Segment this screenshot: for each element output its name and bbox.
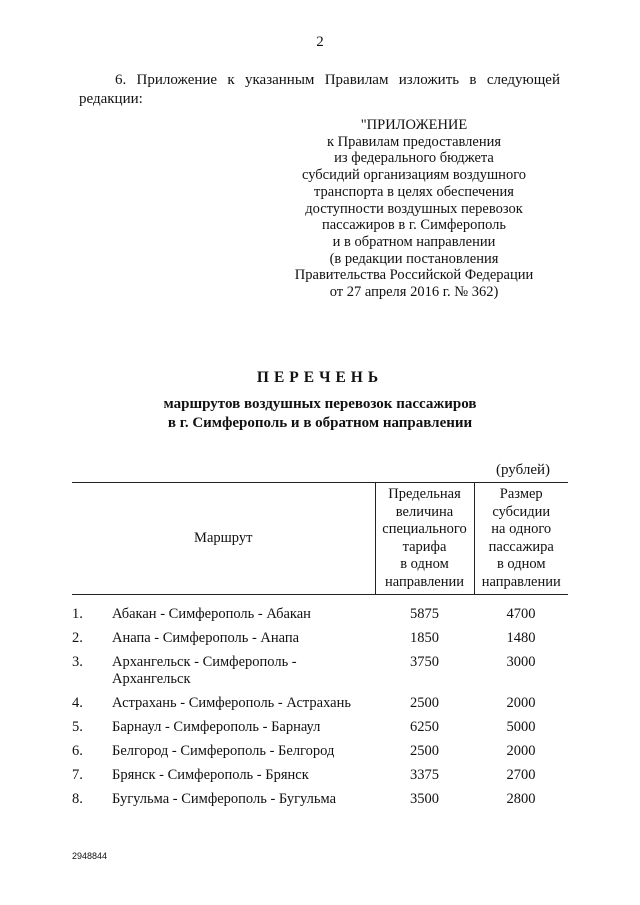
header-subsidy-line: пассажира <box>488 538 554 555</box>
row-route: Архангельск - Симферополь - Архангельск <box>112 654 297 687</box>
header-tariff <box>375 483 474 595</box>
table-row <box>72 602 568 626</box>
row-tariff: 2500 <box>410 743 439 759</box>
row-route: Барнаул - Симферополь - Барнаул <box>112 719 321 735</box>
appendix-line: "ПРИЛОЖЕНИЕ <box>360 117 468 133</box>
row-subsidy: 2700 <box>506 767 536 783</box>
table-row <box>72 763 568 787</box>
row-route: Белгород - Симферополь - Белгород <box>112 743 335 759</box>
table-row <box>72 650 568 691</box>
row-index: 4. <box>72 695 83 711</box>
document-subtitle <box>0 395 640 433</box>
row-route: Астрахань - Симферополь - Астрахань <box>112 695 351 711</box>
appendix-line: пассажиров в г. Симферополь <box>321 217 507 234</box>
document-title: ПЕРЕЧЕНЬ <box>256 369 384 386</box>
row-tariff: 3750 <box>410 654 439 670</box>
row-index: 2. <box>72 630 83 646</box>
header-subsidy-line: направлении <box>481 573 561 590</box>
appendix-line: субсидий организациям воздушного <box>301 167 527 184</box>
intro-paragraph-line1: 6. Приложение к указанным Правилам изложить в следующей <box>115 72 560 88</box>
row-index: 3. <box>72 654 83 670</box>
header-tariff-line: Предельная <box>388 486 461 502</box>
row-subsidy: 2000 <box>506 743 536 759</box>
header-subsidy-line: субсидии <box>492 503 551 520</box>
appendix-line: и в обратном направлении <box>332 233 496 250</box>
header-tariff-line: величина <box>395 503 454 520</box>
row-route: Абакан - Симферополь - Абакан <box>112 606 311 622</box>
routes-table <box>72 482 568 811</box>
row-route: Брянск - Симферополь - Брянск <box>112 767 309 783</box>
appendix-line: транспорта в целях обеспечения <box>314 183 514 200</box>
row-subsidy: 2800 <box>506 791 536 807</box>
row-subsidy: 1480 <box>506 630 536 646</box>
appendix-line: Правительства Российской Федерации <box>294 267 534 284</box>
header-tariff-line: специального <box>382 521 467 537</box>
document-id: 2948844 <box>72 851 108 861</box>
row-route: Бугульма - Симферополь - Бугульма <box>112 791 337 807</box>
header-route: Маршрут <box>194 529 253 546</box>
appendix-line: от 27 апреля 2016 г. № 362) <box>329 284 499 301</box>
row-tariff: 3500 <box>410 791 439 807</box>
row-subsidy: 3000 <box>506 654 536 670</box>
header-subsidy-line: Размер <box>499 486 543 502</box>
row-tariff: 5875 <box>410 606 439 622</box>
header-tariff-line: направлении <box>384 573 465 590</box>
appendix-header-block <box>294 117 534 301</box>
table-row <box>72 715 568 739</box>
row-subsidy: 5000 <box>506 719 536 735</box>
subtitle-line: в г. Симферополь и в обратном направлении <box>167 415 473 431</box>
row-route: Анапа - Симферополь - Анапа <box>112 630 300 646</box>
table-spacer <box>72 595 568 603</box>
row-tariff: 3375 <box>410 767 439 783</box>
intro-paragraph-line2: редакции: <box>79 91 143 107</box>
table-row <box>72 691 568 715</box>
header-subsidy <box>474 483 568 595</box>
table-header-row <box>72 483 568 595</box>
table-row <box>72 626 568 650</box>
row-subsidy: 4700 <box>506 606 536 622</box>
table-row <box>72 787 568 811</box>
appendix-line: (в редакции постановления <box>329 250 499 267</box>
header-subsidy-line: на одного <box>491 521 552 537</box>
header-tariff-line: тарифа <box>402 538 447 555</box>
page-number: 2 <box>316 34 324 50</box>
row-index: 6. <box>72 743 83 759</box>
row-index: 1. <box>72 606 83 622</box>
row-index: 5. <box>72 719 83 735</box>
appendix-line: из федерального бюджета <box>334 150 494 167</box>
row-tariff: 1850 <box>410 630 439 646</box>
appendix-line: к Правилам предоставления <box>326 133 502 150</box>
row-subsidy: 2000 <box>506 695 536 711</box>
header-subsidy-line: в одном <box>496 556 546 572</box>
table-row <box>72 739 568 763</box>
header-tariff-line: в одном <box>400 556 449 572</box>
row-tariff: 6250 <box>410 719 439 735</box>
appendix-line: доступности воздушных перевозок <box>305 200 523 217</box>
subtitle-line: маршрутов воздушных перевозок пассажиров <box>163 396 477 412</box>
row-index: 7. <box>72 767 83 783</box>
row-tariff: 2500 <box>410 695 439 711</box>
currency-unit-label: (рублей) <box>496 462 551 478</box>
row-index: 8. <box>72 791 83 807</box>
